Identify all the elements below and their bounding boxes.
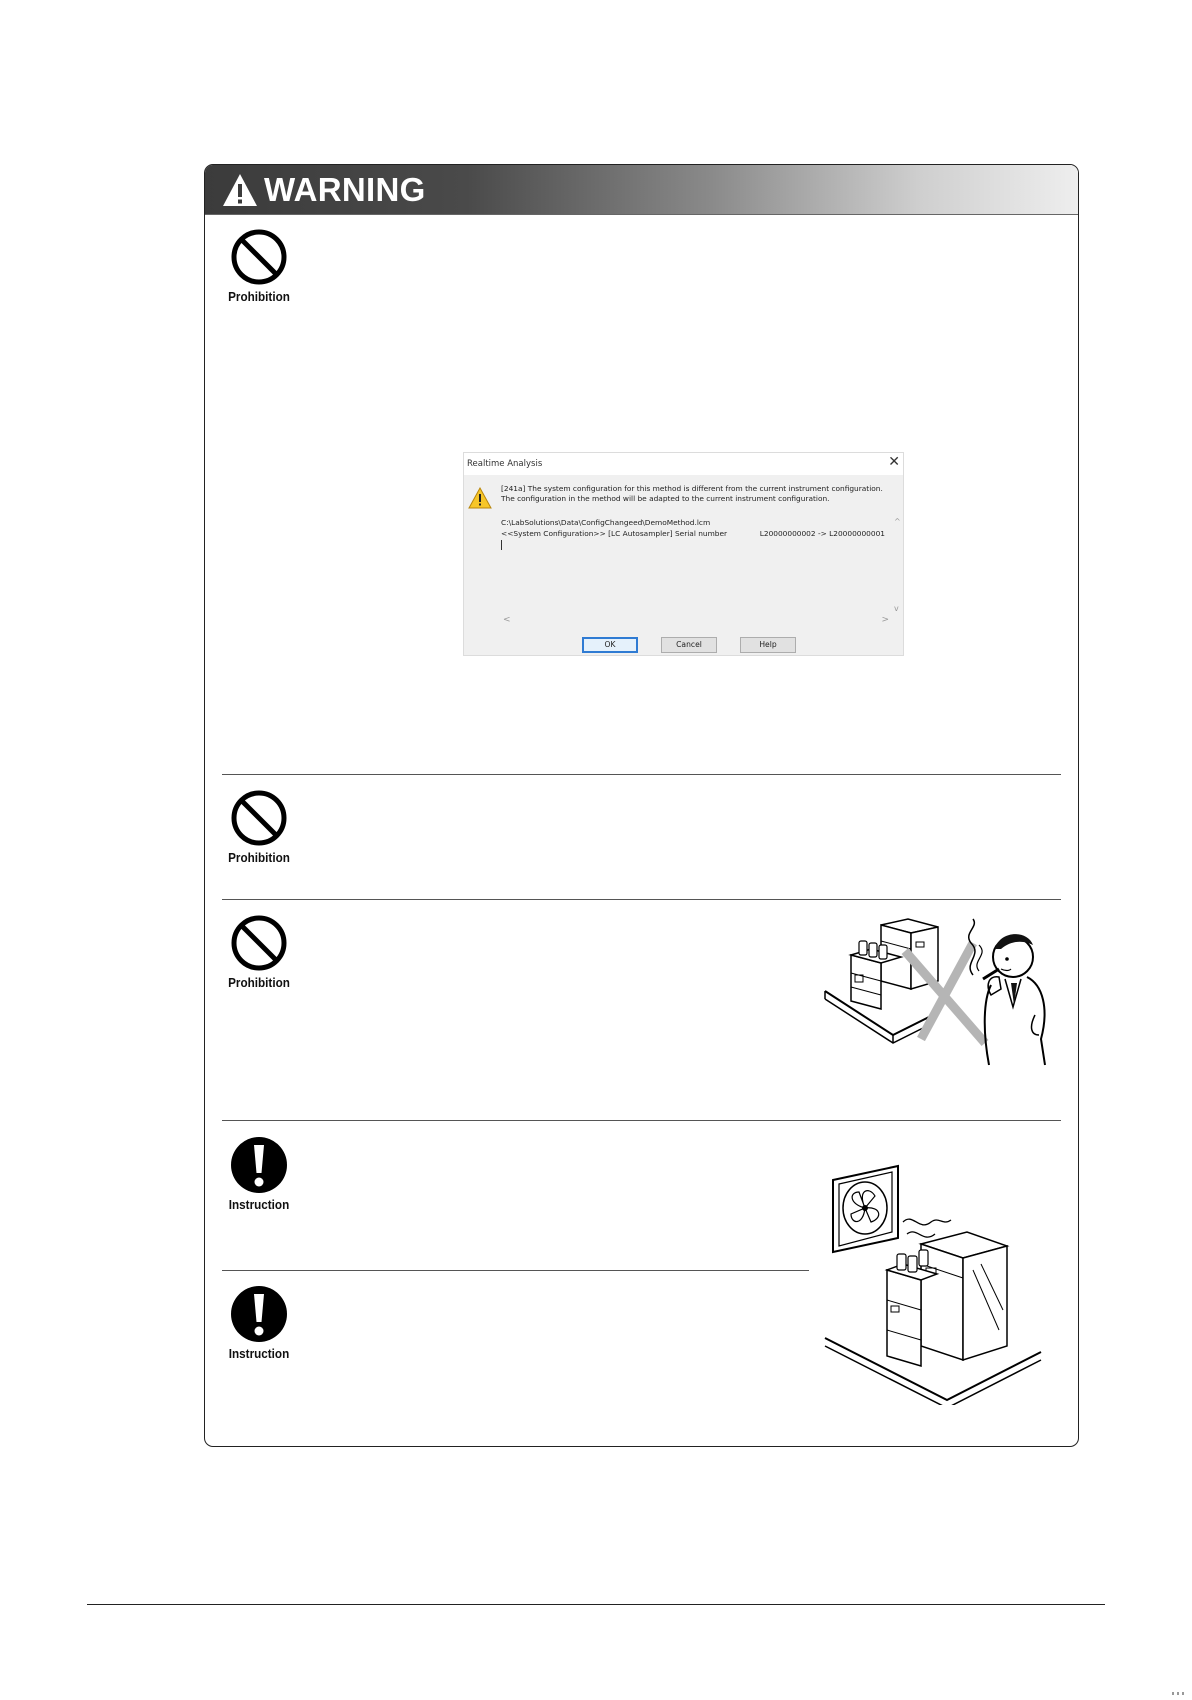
dialog-message-line: [241a] The system configuration for this method is different from the current instrument configuration.: [501, 484, 883, 493]
serial-change: L20000000002 -> L20000000001: [759, 529, 885, 538]
warning-triangle-icon: [222, 173, 258, 207]
prohibition-symbol: [219, 228, 299, 304]
config-item: <<System Configuration>> [LC Autosampler] Serial number: [501, 529, 728, 538]
vertical-scrollbar[interactable]: [892, 517, 902, 613]
section-divider: [222, 1270, 809, 1271]
help-button[interactable]: Help: [740, 637, 796, 653]
instruction-label: Instruction: [228, 1346, 290, 1361]
warning-header: [205, 165, 1078, 215]
dialog-titlebar: [464, 453, 903, 475]
dialog-title: Realtime Analysis: [467, 459, 543, 469]
prohibition-label: Prohibition: [228, 289, 290, 304]
close-icon[interactable]: ✕: [888, 454, 900, 470]
warning-title: WARNING: [264, 171, 426, 208]
config-change-row: [501, 528, 891, 539]
horizontal-scrollbar[interactable]: [501, 615, 891, 625]
prohibition-symbol: [219, 789, 299, 865]
scroll-up-icon[interactable]: ^: [894, 517, 901, 526]
scroll-right-icon[interactable]: >: [881, 615, 889, 625]
dialog-message-line: The configuration in the method will be adapted to the current instrument configuration.: [501, 494, 830, 503]
exclamation-icon: [230, 1285, 288, 1343]
footer-rule: [87, 1604, 1105, 1605]
realtime-analysis-dialog: [463, 452, 904, 656]
exclamation-icon: [230, 1136, 288, 1194]
dialog-warning-icon: [468, 487, 492, 509]
prohibition-icon: [230, 228, 288, 286]
section-divider: [222, 774, 1061, 775]
instruction-symbol: [219, 1285, 299, 1361]
cancel-button[interactable]: Cancel: [661, 637, 717, 653]
section-divider: [222, 1120, 1061, 1121]
prohibition-label: Prohibition: [228, 975, 290, 990]
ok-button[interactable]: OK: [582, 637, 638, 653]
prohibition-symbol: [219, 914, 299, 990]
instruction-symbol: [219, 1136, 299, 1212]
ventilation-illustration: [823, 1160, 1045, 1405]
scroll-down-icon[interactable]: v: [894, 604, 899, 613]
section-divider: [222, 899, 1061, 900]
prohibition-label: Prohibition: [228, 850, 290, 865]
instruction-label: Instruction: [228, 1197, 290, 1212]
no-smoking-illustration: [823, 915, 1048, 1067]
text-caret: [501, 540, 502, 550]
prohibition-icon: [230, 914, 288, 972]
prohibition-icon: [230, 789, 288, 847]
dialog-message: [501, 484, 883, 504]
dialog-detail-textbox[interactable]: [501, 517, 891, 613]
scroll-left-icon[interactable]: <: [503, 615, 511, 625]
method-path: C:\LabSolutions\Data\ConfigChangeed\DemoMethod.lcm: [501, 518, 711, 527]
